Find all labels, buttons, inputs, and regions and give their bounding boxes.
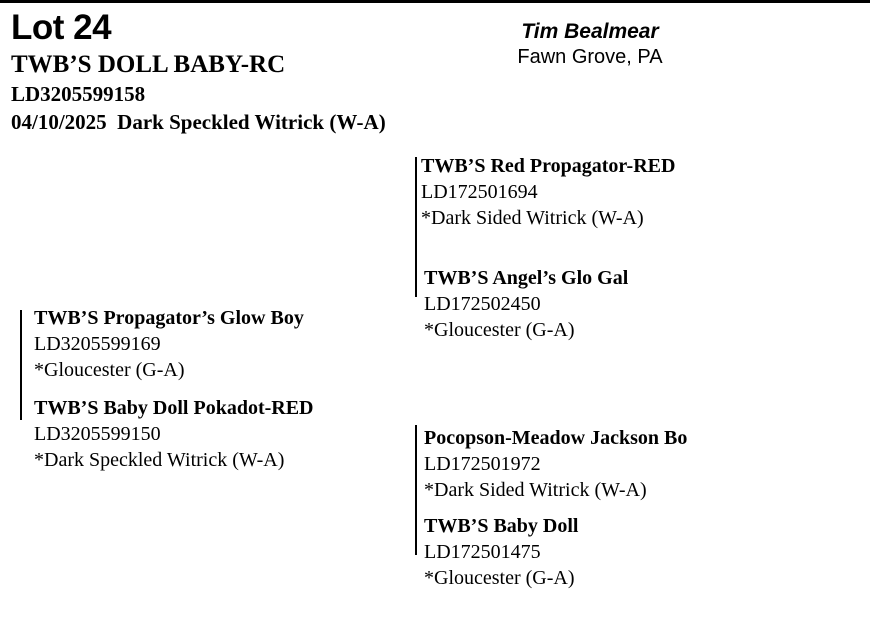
dam-dam-registration: LD172501475: [424, 541, 541, 563]
pedigree-dam-dam: [424, 513, 578, 591]
sire-sire-breed: *Dark Sided Witrick (W-A): [421, 207, 644, 229]
dam-registration: LD3205599150: [34, 423, 161, 445]
dam-breed: *Dark Speckled Witrick (W-A): [34, 449, 285, 471]
pedigree-sire-sire: [421, 153, 675, 231]
dam-sire-breed: *Dark Sided Witrick (W-A): [424, 479, 647, 501]
dam-name: TWB’S Baby Doll Pokadot-RED: [34, 397, 314, 419]
animal-birthdate-breed: 04/10/2025 Dark Speckled Witrick (W-A): [11, 110, 386, 134]
consignor-block: [490, 19, 690, 70]
dam-sire-registration: LD172501972: [424, 453, 541, 475]
dam-dam-name: TWB’S Baby Doll: [424, 515, 579, 537]
pedigree-sire-dam: [424, 265, 628, 343]
sire-dam-bracket-line: [20, 310, 22, 420]
dam-dam-breed: *Gloucester (G-A): [424, 567, 575, 589]
sire-name: TWB’S Propagator’s Glow Boy: [34, 307, 304, 329]
consignor-name: Tim Bealmear: [521, 20, 659, 43]
sire-sire-name: TWB’S Red Propagator-RED: [421, 155, 676, 177]
dam-grandparents-bracket-line: [415, 425, 417, 555]
sire-dam-breed: *Gloucester (G-A): [424, 319, 575, 341]
sire-dam-name: TWB’S Angel’s Glo Gal: [424, 267, 629, 289]
sire-dam-registration: LD172502450: [424, 293, 541, 315]
animal-registration: LD3205599158: [11, 82, 146, 106]
lot-number: Lot 24: [11, 8, 112, 47]
sire-sire-registration: LD172501694: [421, 181, 538, 203]
sire-grandparents-bracket-line: [415, 157, 417, 297]
top-rule: [0, 0, 870, 3]
pedigree-sire: [34, 305, 304, 383]
animal-name: TWB’S DOLL BABY-RC: [11, 51, 286, 78]
sire-registration: LD3205599169: [34, 333, 161, 355]
pedigree-dam-sire: [424, 425, 687, 503]
dam-sire-name: Pocopson-Meadow Jackson Bo: [424, 427, 688, 449]
sire-breed: *Gloucester (G-A): [34, 359, 185, 381]
consignor-location: Fawn Grove, PA: [517, 46, 663, 68]
pedigree-dam: [34, 395, 314, 473]
